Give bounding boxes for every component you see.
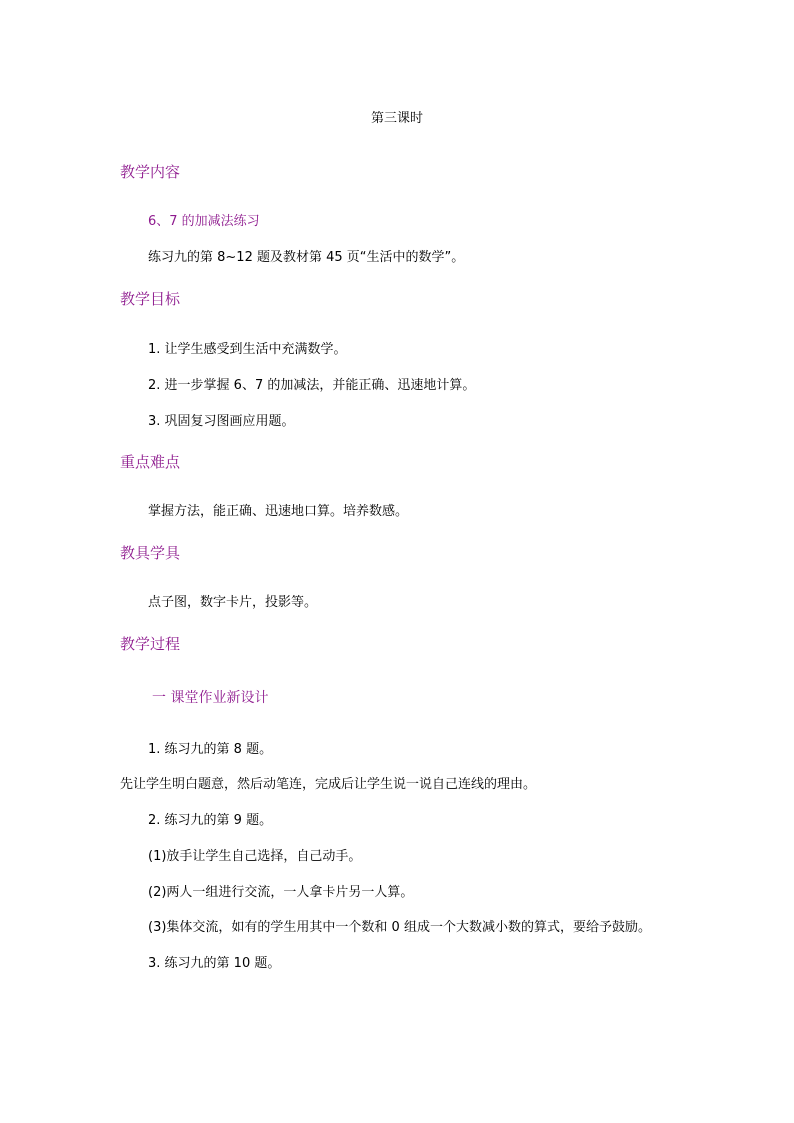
heading-teaching-goals: 教学目标 — [120, 290, 181, 308]
process-line: 先让学生明白题意，然后动笔连，完成后让学生说一说自己连线的理由。 — [120, 777, 537, 792]
page-title: 第三课时 — [370, 111, 423, 126]
process-line: 3. 练习九的第 10 题。 — [148, 956, 281, 971]
goal-item: 1. 让学生感受到生活中充满数学。 — [148, 342, 347, 357]
process-line: (3)集体交流，如有的学生用其中一个数和 0 组成一个大数减小数的算式，要给予鼓励。 — [148, 920, 651, 935]
heading-tools: 教具学具 — [120, 544, 181, 562]
key-points-text: 掌握方法，能正确、迅速地口算。培养数感。 — [148, 504, 409, 519]
heading-teaching-process: 教学过程 — [120, 635, 181, 653]
content-subtitle: 6、7 的加减法练习 — [148, 214, 260, 229]
goal-item: 2. 进一步掌握 6、7 的加减法，并能正确、迅速地计算。 — [148, 378, 476, 393]
tools-text: 点子图，数字卡片，投影等。 — [148, 595, 318, 610]
process-line: 2. 练习九的第 9 题。 — [148, 813, 273, 828]
process-line: (2)两人一组进行交流，一人拿卡片另一人算。 — [148, 885, 414, 900]
content-text: 练习九的第 8~12 题及教材第 45 页“生活中的数学”。 — [148, 250, 465, 265]
heading-teaching-content: 教学内容 — [120, 163, 181, 181]
heading-key-points: 重点难点 — [120, 453, 181, 471]
process-line: 1. 练习九的第 8 题。 — [148, 742, 273, 757]
goal-item: 3. 巩固复习图画应用题。 — [148, 414, 295, 429]
process-part-title: 一 课堂作业新设计 — [152, 690, 269, 706]
process-line: (1)放手让学生自己选择，自己动手。 — [148, 849, 362, 864]
